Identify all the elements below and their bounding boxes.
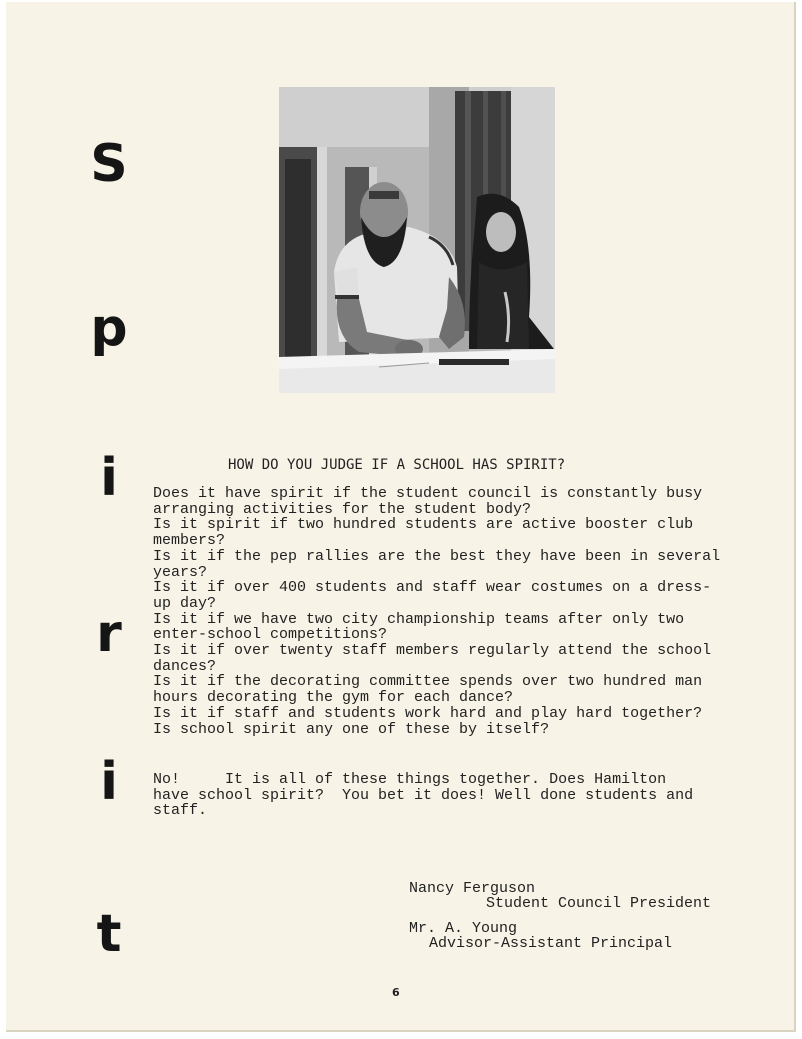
question-line: years?: [153, 563, 208, 581]
question-line: Is school spirit any one of these by itself?: [153, 720, 550, 738]
question-line: Does it have spirit if the student council is constantly busy: [153, 485, 703, 502]
title-letter-s: S: [90, 134, 128, 194]
title-letter-t: t: [96, 904, 122, 964]
closing-line: staff.: [153, 802, 208, 820]
closing-paragraph: [153, 772, 763, 819]
closing-line: have school spirit? You bet it does! Well done students and: [153, 786, 694, 804]
question-line: dances?: [153, 657, 217, 675]
page-heading: HOW DO YOU JUDGE IF A SCHOOL HAS SPIRIT?: [228, 457, 566, 473]
signature-name-1: Nancy Ferguson: [409, 880, 536, 897]
title-letter-i-2: i: [100, 752, 118, 812]
page-number: 6: [392, 986, 400, 999]
signature-title-1: Student Council President: [486, 895, 712, 912]
yearbook-page: [6, 2, 796, 1032]
question-line: Is it if over twenty staff members regularly attend the school: [153, 642, 712, 660]
question-line: Is it if the pep rallies are the best they have been in several: [153, 547, 721, 565]
signature-title-2: Advisor-Assistant Principal: [429, 935, 673, 952]
question-line: Is it if over 400 students and staff wear costumes on a dress-: [153, 579, 712, 597]
questions-paragraph: [153, 486, 763, 737]
title-letter-p: p: [90, 298, 128, 358]
photo-advisor-and-student: [279, 87, 555, 393]
question-line: arranging activities for the student body?: [153, 500, 532, 518]
question-line: enter-school competitions?: [153, 626, 388, 644]
closing-line: No! It is all of these things together. Does Hamilton: [153, 771, 667, 788]
question-line: hours decorating the gym for each dance?: [153, 689, 514, 707]
signature-name-2: Mr. A. Young: [409, 920, 518, 937]
title-letter-r: r: [96, 604, 122, 664]
question-line: Is it if staff and students work hard and play hard together?: [153, 704, 703, 722]
question-line: Is it spirit if two hundred students are active booster club: [153, 516, 694, 534]
question-line: members?: [153, 532, 226, 550]
question-line: Is it if the decorating committee spends over two hundred man: [153, 673, 703, 691]
title-letter-i: i: [100, 448, 118, 508]
question-line: Is it if we have two city championship teams after only two: [153, 610, 685, 628]
question-line: up day?: [153, 594, 217, 612]
